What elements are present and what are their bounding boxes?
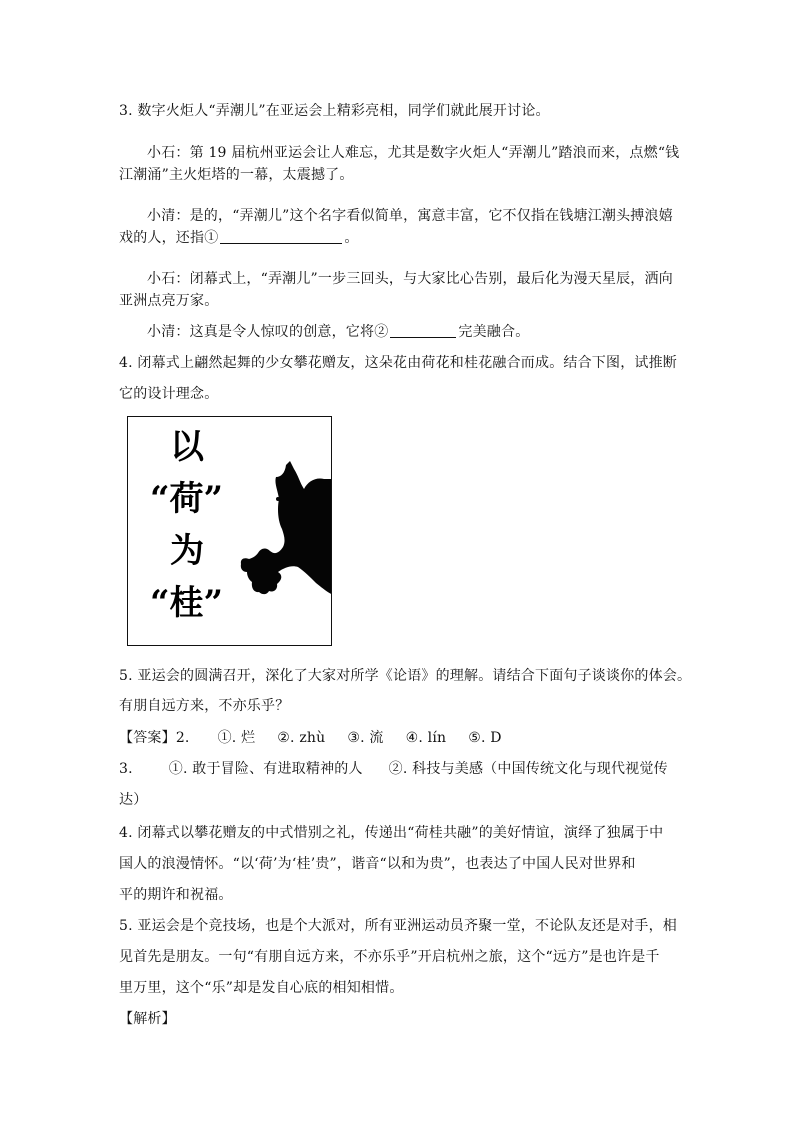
q3-para2-end: 。	[344, 230, 359, 246]
answer-row-3	[119, 760, 668, 778]
answer-4-line2: 国人的浪漫情怀。“以‘荷’为‘桂’贵”，谐音“以和为贵”，也表达了中国人民对世界和	[119, 856, 636, 872]
answer-label: 【答案】	[119, 730, 176, 746]
answer-2-item-3: ③. 流	[347, 730, 384, 746]
q5-line2: 有朋自远方来，不亦乐乎？	[119, 698, 290, 714]
q3-para4-end: 完美融合。	[458, 324, 530, 340]
answer-row-2	[119, 729, 502, 747]
q4-line2: 它的设计理念。	[119, 386, 219, 402]
answer-3-number: 3.	[119, 761, 133, 777]
q3-para1-line2: 江潮涌”主火炬塔的一幕，太震撼了。	[119, 167, 354, 183]
q3-para3-line2: 亚洲点亮万家。	[119, 293, 219, 309]
calligraphy-char-1: 以	[170, 427, 204, 467]
answer-3-item-2: ②. 科技与美感（中国传统文化与现代视觉传	[388, 761, 668, 777]
q4-line1: 4. 闭幕式上翩然起舞的少女攀花赠友，这朵花由荷花和桂花融合而成。结合下图，试推断	[119, 355, 678, 371]
q5-line1: 5. 亚运会的圆满召开，深化了大家对所学《论语》的理解。请结合下面句子谈谈你的体会。	[119, 668, 692, 684]
q3-para4-text: 小清：这真是令人惊叹的创意，它将②	[147, 324, 389, 340]
calligraphy-char-2: “荷”	[150, 479, 224, 519]
q3-para2-text: 戏的人，还指①	[119, 230, 219, 246]
answer-2-item-4: ④. lín	[405, 730, 447, 746]
q3-title: 3. 数字火炬人“弄潮儿”在亚运会上精彩亮相，同学们就此展开讨论。	[119, 103, 550, 119]
answer-5-line3: 里万里，这个“乐”却是发自心底的相知相惜。	[119, 980, 404, 996]
q3-para1-line1: 小石：第 19 届杭州亚运会让人难忘，尤其是数字火炬人“弄潮儿”踏浪而来，点燃“钱	[147, 145, 680, 161]
answer-2-item-5: ⑤. D	[468, 730, 502, 746]
q3-para2-line1: 小清：是的，“弄潮儿”这个名字看似简单，寓意丰富，它不仅指在钱塘江潮头搏浪嬉	[147, 208, 673, 224]
answer-blank-1[interactable]	[220, 229, 342, 244]
answer-5-line1: 5. 亚运会是个竞技场，也是个大派对，所有亚洲运动员齐聚一堂，不论队友还是对手，相	[119, 918, 678, 934]
answer-4-line1: 4. 闭幕式以攀花赠友的中式惜别之礼，传递出“荷桂共融”的美好情谊，演绎了独属于中	[119, 825, 664, 841]
answer-3-item-1: ①. 敢于冒险、有进取精神的人	[168, 761, 363, 777]
calligraphy-char-3: 为	[170, 531, 204, 571]
q3-para2-line2	[119, 229, 359, 247]
answer-3-continued: 达）	[119, 792, 148, 808]
answer-4-line3: 平的期许和祝福。	[119, 887, 233, 903]
answer-5-line2: 见首先是朋友。一句“有朋自远方来，不亦乐乎”开启杭州之旅，这个“远方”是也许是千	[119, 949, 660, 965]
q3-para3-line1: 小石：闭幕式上，“弄潮儿”一步三回头，与大家比心告别，最后化为漫天星辰，洒向	[147, 271, 673, 287]
answer-2-item-1: ①. 烂	[217, 730, 256, 746]
answer-2-number: 2.	[175, 730, 190, 746]
answer-2-item-2: ②. zhù	[277, 730, 326, 746]
answer-blank-2[interactable]	[390, 323, 456, 338]
design-concept-figure	[127, 416, 332, 646]
q3-para4	[147, 323, 529, 341]
calligraphy-char-4: “桂”	[150, 583, 224, 623]
analysis-label: 【解析】	[119, 1011, 176, 1027]
